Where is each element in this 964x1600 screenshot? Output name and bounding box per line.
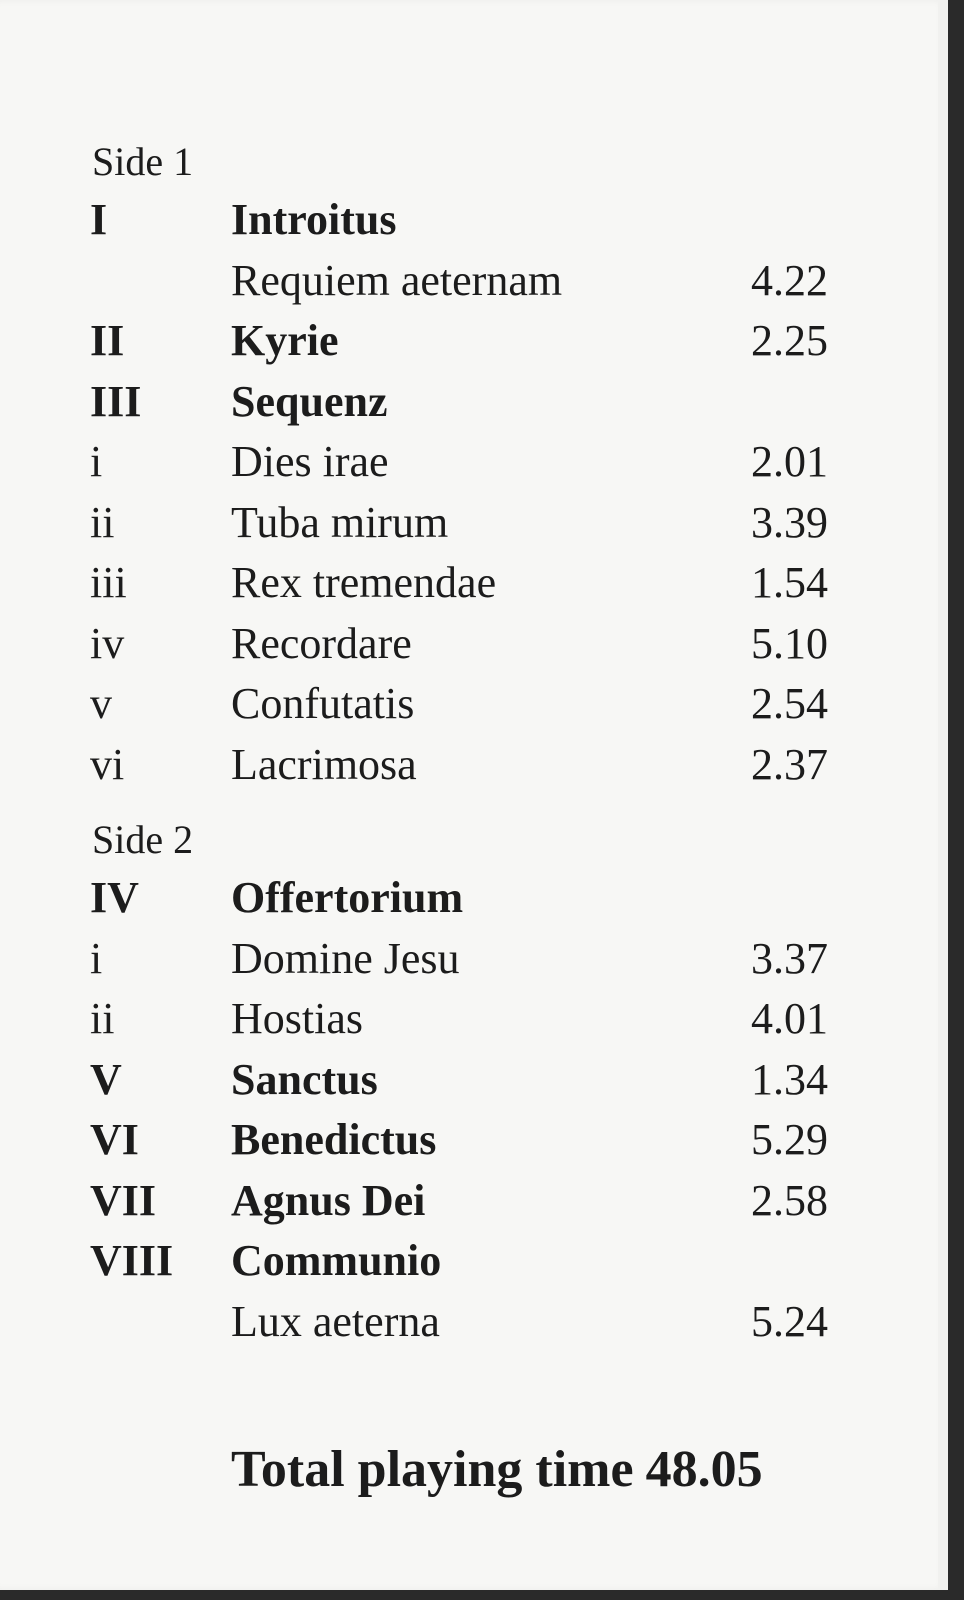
track-row [0,1054,948,1118]
track-row [0,376,948,440]
track-duration: 1.54 [751,558,828,607]
track-row [0,994,948,1057]
track-row [0,933,948,997]
track-duration: 1.34 [751,1054,828,1104]
track-title: Hostias [231,994,363,1043]
total-time-value: 48.05 [645,1441,763,1498]
track-title: Communio [231,1236,442,1285]
track-title: Lux aeterna [231,1296,440,1346]
track-duration: 5.10 [751,618,828,668]
side-2-header: Side 2 [92,817,194,862]
track-row [0,497,948,561]
track-title: Dies irae [231,437,389,486]
track-duration: 2.25 [751,316,828,365]
track-number: vi [90,739,125,789]
track-title: Domine Jesu [231,933,460,983]
track-number: ii [90,497,115,547]
track-title: Confutatis [231,679,415,728]
track-title: Kyrie [231,316,339,365]
track-row [0,558,948,621]
track-number: III [90,376,142,426]
track-duration: 4.01 [751,994,828,1043]
track-number: ii [90,994,115,1043]
track-row [0,1175,948,1239]
track-title: Sequenz [231,376,388,426]
track-number: i [90,933,103,983]
track-number: VIII [90,1236,174,1285]
track-number: V [90,1054,122,1104]
track-number: v [90,679,112,728]
track-title: Sanctus [231,1054,378,1104]
track-row [0,679,948,742]
track-number: iii [90,558,127,607]
track-duration: 2.54 [751,679,828,728]
track-number: I [90,195,108,244]
track-title: Benedictus [231,1115,437,1164]
track-duration: 5.29 [751,1115,828,1164]
track-title: Lacrimosa [231,739,417,789]
track-row [0,195,948,258]
track-number: VII [90,1175,157,1225]
track-title: Rex tremendae [231,558,497,607]
track-row [0,255,948,319]
track-title: Tuba mirum [231,497,449,547]
total-playing-time [231,1441,763,1498]
track-number: VI [90,1115,139,1164]
track-row [0,873,948,936]
track-row [0,1115,948,1178]
total-label: Total playing time [231,1441,634,1498]
track-title: Recordare [231,618,412,668]
track-number: IV [90,873,139,922]
track-number: II [90,316,125,365]
track-duration: 4.22 [751,255,828,305]
track-duration: 3.39 [751,497,828,547]
track-duration: 2.37 [751,739,828,789]
track-duration: 2.58 [751,1175,828,1225]
track-row [0,1296,948,1360]
track-title: Agnus Dei [231,1175,426,1225]
track-number: iv [90,618,125,668]
track-title: Offertorium [231,873,464,922]
track-number: i [90,437,103,486]
track-title: Requiem aeternam [231,255,563,305]
track-row [0,739,948,803]
track-title: Introitus [231,195,397,244]
track-row [0,437,948,500]
side-1-header: Side 1 [92,139,194,184]
track-duration: 2.01 [751,437,828,486]
track-row [0,618,948,682]
track-row [0,1236,948,1299]
track-row [0,316,948,379]
track-duration: 5.24 [751,1296,828,1346]
track-duration: 3.37 [751,933,828,983]
